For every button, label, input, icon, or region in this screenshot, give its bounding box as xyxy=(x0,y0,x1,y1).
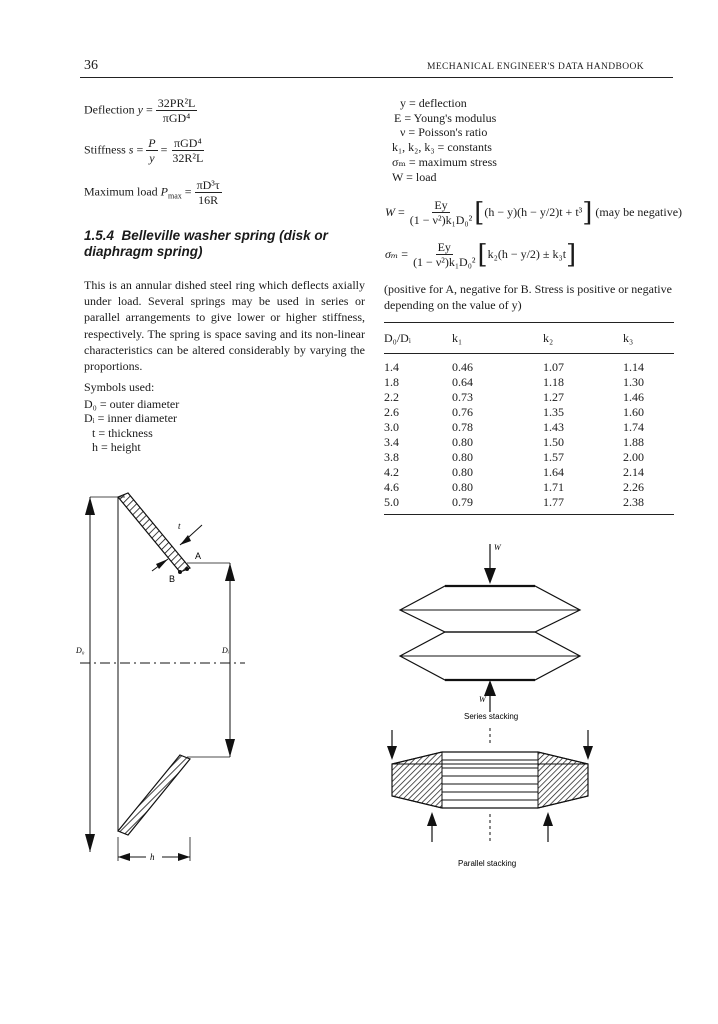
symbol-item: σₘ = maximum stress xyxy=(392,154,497,169)
table-cell: 3.4 xyxy=(384,435,399,449)
load-formula-lhs: W xyxy=(385,205,395,219)
symbol-item: y = deflection xyxy=(400,96,467,110)
table-row xyxy=(384,420,674,435)
table-row xyxy=(384,450,674,465)
label-inner-diameter: Dᵢ xyxy=(222,646,230,655)
max-load-numerator: πD³τ xyxy=(196,178,220,192)
point-b-marker xyxy=(178,570,182,574)
load-formula-numerator: Ey xyxy=(434,198,448,212)
load-formula-bracket: (h − y)(h − y/2)t + t³ xyxy=(484,205,583,219)
symbols-right xyxy=(392,96,497,184)
table-cell: 1.14 xyxy=(623,360,644,374)
sign-note: (positive for A, negative for B. Stress is positive or negative depending on the value of y) xyxy=(384,282,672,312)
table-row xyxy=(384,435,674,450)
table-cell: 3.0 xyxy=(384,420,399,434)
table-cell: 1.4 xyxy=(384,360,399,374)
symbol-item: E = Young's modulus xyxy=(394,110,497,125)
parallel-stacking-caption: Parallel stacking xyxy=(458,859,517,868)
table-cell: 1.07 xyxy=(543,360,564,374)
table-cell: 4.2 xyxy=(384,465,399,479)
max-load-fraction xyxy=(195,178,222,207)
max-load-lhs: P xyxy=(160,184,169,199)
bracket-close-icon: ] xyxy=(582,197,593,228)
table-cell: 1.60 xyxy=(623,405,644,419)
symbol-item: Dᵢ = inner diameter xyxy=(84,411,178,426)
table-cell: 1.8 xyxy=(384,375,399,389)
stiffness-f2-numerator: πGD⁴ xyxy=(174,136,202,150)
table-cell: 1.71 xyxy=(543,480,564,494)
stiffness-f1-numerator: P xyxy=(148,136,156,150)
table-row xyxy=(384,390,674,405)
symbol-item: h = height xyxy=(92,440,141,455)
k-table-wrapper xyxy=(384,322,674,515)
bracket-open-icon: [ xyxy=(474,197,485,228)
section-number: 1.5.4 xyxy=(84,228,115,243)
bracket-close-icon: ] xyxy=(566,239,577,270)
stress-formula-numerator: Ey xyxy=(437,240,451,254)
table-cell: 0.80 xyxy=(452,480,473,494)
max-load-formula: Maximum load $P_{max}$ = $\frac{\text{πD³τ}}{16R}$ xyxy=(84,178,220,207)
table-cell: 0.80 xyxy=(452,465,473,479)
table-header-cell: k₁ xyxy=(452,331,463,345)
table-cell: 2.00 xyxy=(623,450,644,464)
stress-formula-fraction xyxy=(411,240,477,269)
table-cell: 1.18 xyxy=(543,375,564,389)
load-formula-note: (may be negative) xyxy=(595,205,683,219)
stiffness-f1-denominator: y xyxy=(149,151,155,165)
table-header-row xyxy=(384,331,674,346)
belleville-washer-figure xyxy=(70,485,310,865)
symbol-item: ν = Poisson's ratio xyxy=(400,125,488,140)
section-heading xyxy=(84,228,354,260)
symbol-item: D₀ = outer diameter xyxy=(84,396,180,411)
table-cell: 0.76 xyxy=(452,405,473,419)
table-cell: 1.64 xyxy=(543,465,564,479)
series-stacking-figure xyxy=(380,540,620,722)
stress-formula: σₘ = $\frac{Ey}{\text{(1 − ν²)k₁D₀²}}$ [ k₂(h − y/2) ± k₃t ] xyxy=(385,239,577,270)
table-row xyxy=(384,360,674,375)
running-title: MECHANICAL ENGINEER'S DATA HANDBOOK xyxy=(427,62,644,72)
label-thickness: t xyxy=(178,521,181,531)
deflection-formula: Deflection y = $\frac{\text{32PR²L}}{\text{πGD⁴}}$ xyxy=(84,96,196,125)
symbol-item: k₁, k₂, k₃ = constants xyxy=(392,140,492,155)
table-cell: 4.6 xyxy=(384,480,399,494)
stiffness-f2-denominator: 32R²L xyxy=(172,151,204,165)
label-height: h xyxy=(150,852,155,862)
table-row xyxy=(384,465,674,480)
deflection-label: Deflection xyxy=(84,102,135,117)
section-title: Belleville washer spring (disk or diaphragm spring) xyxy=(84,228,328,259)
table-cell: 0.79 xyxy=(452,495,473,509)
table-cell: 1.88 xyxy=(623,435,644,449)
table-cell: 1.46 xyxy=(623,390,644,404)
symbol-item: t = thickness xyxy=(92,425,153,440)
table-cell: 2.2 xyxy=(384,390,399,404)
header-rule xyxy=(80,77,673,78)
table-cell: 1.77 xyxy=(543,495,564,509)
max-load-label: Maximum load xyxy=(84,184,158,199)
deflection-lhs: y xyxy=(137,102,143,117)
point-a-marker xyxy=(185,567,189,571)
table-cell: 1.57 xyxy=(543,450,564,464)
table-cell: 0.78 xyxy=(452,420,473,434)
table-header-cell: k₂ xyxy=(543,331,554,345)
table-cell: 0.80 xyxy=(452,435,473,449)
max-load-subscript: max xyxy=(168,191,182,201)
table-row xyxy=(384,480,674,495)
stress-formula-lhs: σₘ xyxy=(385,247,399,261)
deflection-denominator: πGD⁴ xyxy=(162,111,191,125)
stiffness-fraction-1 xyxy=(146,136,157,165)
load-formula-fraction xyxy=(408,198,474,227)
stress-formula-denominator: (1 − ν²)k₁D₀² xyxy=(413,255,476,269)
table-cell: 1.35 xyxy=(543,405,564,419)
table-row xyxy=(384,405,674,420)
bracket-open-icon: [ xyxy=(477,239,488,270)
stress-formula-bracket: k₂(h − y/2) ± k₃t xyxy=(487,247,567,261)
table-cell: 0.73 xyxy=(452,390,473,404)
symbols-left xyxy=(84,380,179,455)
table-cell: 0.64 xyxy=(452,375,473,389)
label-load-top: W xyxy=(494,543,501,552)
table-cell: 1.27 xyxy=(543,390,564,404)
page-number: 36 xyxy=(84,58,98,73)
table-row xyxy=(384,495,674,510)
table-cell: 2.38 xyxy=(623,495,644,509)
table-header-cell: D₀/Dᵢ xyxy=(384,331,411,345)
table-cell: 1.43 xyxy=(543,420,564,434)
table-cell: 1.50 xyxy=(543,435,564,449)
stiffness-formula: Stiffness s = $\frac{P}{y}$ = $\frac{\text{πGD⁴}}{\text{32R²L}}$ xyxy=(84,136,204,165)
table-cell: 1.30 xyxy=(623,375,644,389)
k-table-body xyxy=(384,360,674,510)
label-load-bottom: W xyxy=(479,695,486,704)
deflection-fraction xyxy=(156,96,198,125)
parallel-stacking-figure xyxy=(370,724,620,874)
intro-paragraph: This is an annular dished steel ring which deflects axially under load. Several springs may be used in series or parallel arrangements to give lower or higher stiffness, respectively. The spring is space saving and its non-linear characteristics can be altered considerably by varying the proportions. xyxy=(84,278,365,374)
stiffness-lhs: s xyxy=(128,142,134,157)
table-top-rule xyxy=(384,322,674,323)
symbols-heading: Symbols used: xyxy=(84,380,155,394)
series-stacking-caption: Series stacking xyxy=(464,712,519,721)
load-formula: W = $\frac{Ey}{\text{(1 − ν²)k₁D₀²}}$ [ (h − y)(h − y/2)t + t³ ] (may be negative) xyxy=(385,197,683,228)
max-load-denominator: 16R xyxy=(198,193,219,207)
table-cell: 3.8 xyxy=(384,450,399,464)
table-row xyxy=(384,375,674,390)
table-cell: 0.46 xyxy=(452,360,473,374)
load-formula-denominator: (1 − ν²)k₁D₀² xyxy=(409,213,473,227)
table-bottom-rule xyxy=(384,514,674,515)
deflection-numerator: 32PR²L xyxy=(157,96,196,110)
table-cell: 0.80 xyxy=(452,450,473,464)
stiffness-fraction-2 xyxy=(170,136,205,165)
label-point-b: B xyxy=(169,574,176,584)
k-constants-table xyxy=(384,331,674,346)
table-header-cell: k₃ xyxy=(623,331,634,345)
label-point-a: A xyxy=(195,551,202,561)
label-outer-diameter: D₀ xyxy=(76,646,85,655)
table-cell: 2.6 xyxy=(384,405,399,419)
table-cell: 2.26 xyxy=(623,480,644,494)
table-header-rule xyxy=(384,353,674,354)
table-cell: 5.0 xyxy=(384,495,399,509)
table-cell: 1.74 xyxy=(623,420,644,434)
table-cell: 2.14 xyxy=(623,465,644,479)
symbol-item: W = load xyxy=(392,169,437,184)
stiffness-label: Stiffness xyxy=(84,142,126,157)
